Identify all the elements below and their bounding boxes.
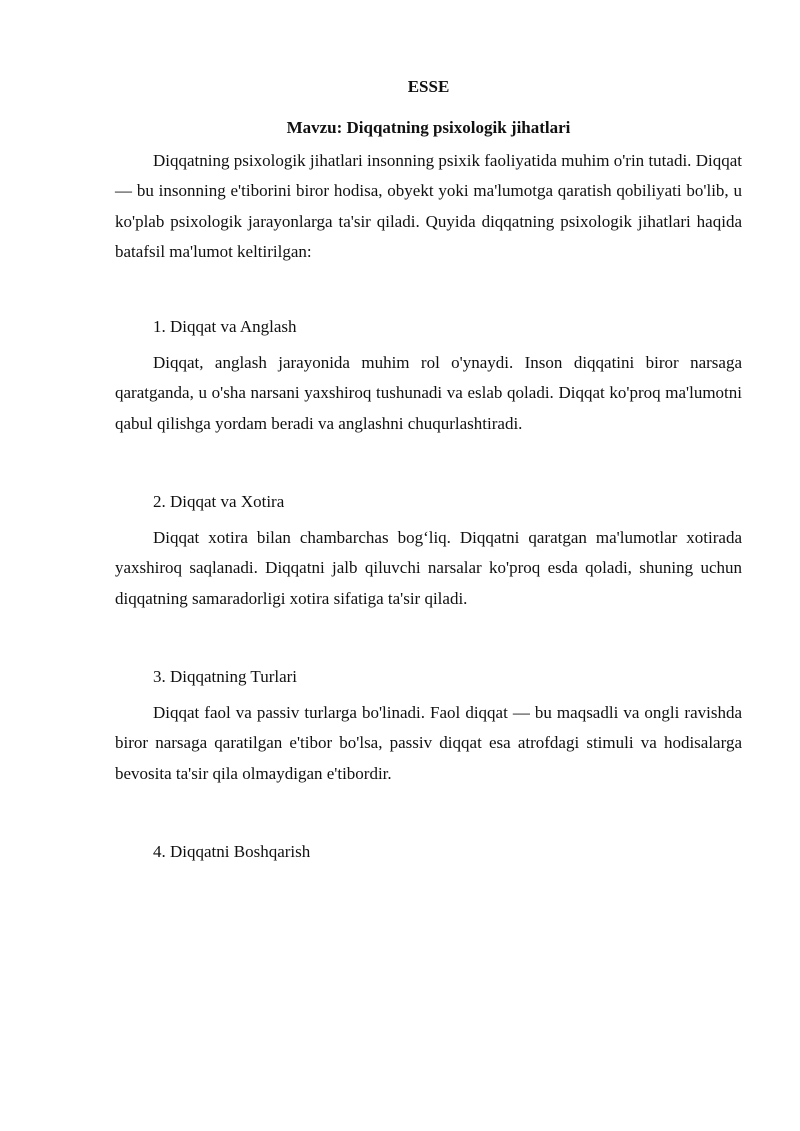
intro-paragraph: Diqqatning psixologik jihatlari insonning psixik faoliyatida muhim o'rin tutadi. Diqqat — bu insonning e'tiborini biror hodisa, obyekt yoki ma'lumotga qaratish qobiliyati bo'lib, u ko'plab psixologik jarayonlarga ta'sir qiladi. Quyida diqqatning psixologik jihatlari haqida batafsil ma'lumot keltirilgan: <box>115 151 742 261</box>
section-heading-1: 1. Diqqat va Anglash <box>153 317 297 337</box>
section-heading-3: 3. Diqqatning Turlari <box>153 666 298 686</box>
document-title: ESSE <box>407 77 450 96</box>
section-heading-2: 2. Diqqat va Xotira <box>153 492 285 512</box>
document-body <box>115 72 742 867</box>
document-subtitle: Mavzu: Diqqatning psixologik jihatlari <box>286 118 571 137</box>
section-paragraph-2: Diqqat xotira bilan chambarchas bog‘liq. Diqqatni qaratgan ma'lumotlar xotirada yaxshiroq saqlanadi. Diqqatni jalb qiluvchi narsalar ko'proq esda qoladi, shuning uchun diqqatning samaradorligi xotira sifatiga ta'sir qiladi. <box>115 528 742 608</box>
section-paragraph-1: Diqqat, anglash jarayonida muhim rol o'ynaydi. Inson diqqatini biror narsaga qaratganda, u o'sha narsani yaxshiroq tushunadi va eslab qoladi. Diqqat ko'proq ma'lumotni qabul qilishga yordam beradi va anglashni chuqurlashtiradi. <box>115 353 742 433</box>
section-paragraph-3: Diqqat faol va passiv turlarga bo'linadi. Faol diqqat — bu maqsadli va ongli ravishda biror narsaga qaratilgan e'tibor bo'lsa, passiv diqqat esa atrofdagi stimuli va hodisalarga bevosita ta'sir qila olmaydigan e'tibordir. <box>115 702 742 783</box>
section-heading-4: 4. Diqqatni Boshqarish <box>153 841 311 861</box>
